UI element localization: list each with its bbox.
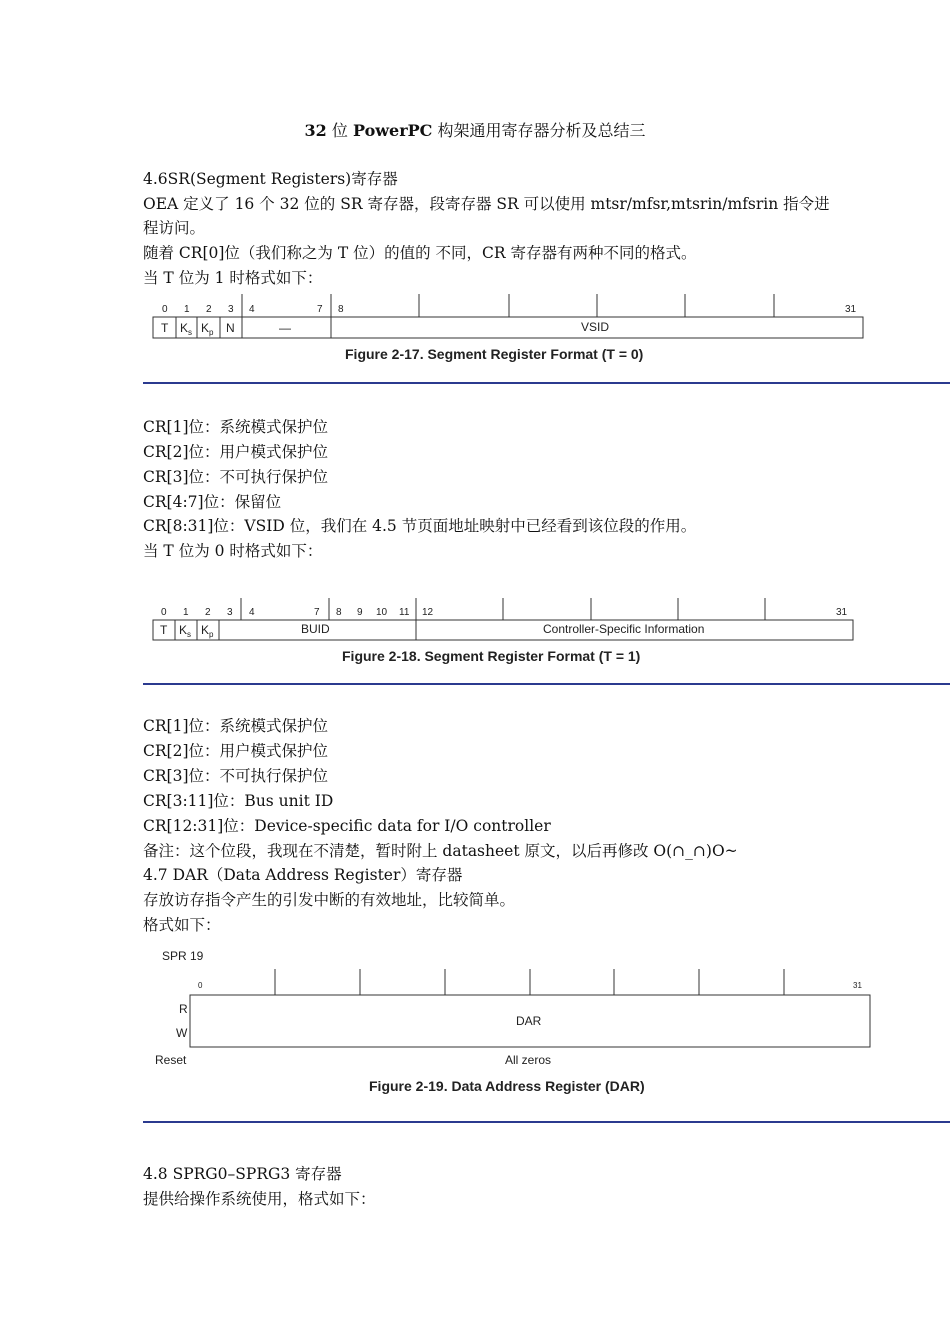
field-n: N (226, 321, 235, 335)
paragraph-line: 当 T 位为 1 时格式如下： (143, 269, 323, 287)
bit-label: 9 (357, 607, 363, 618)
bit-label: 1 (184, 304, 190, 315)
field-dar: DAR (516, 1014, 542, 1028)
list-item: CR[8:31]位：VSID 位，我们在 4.5 节页面地址映射中已经看到该位段的作用。 (143, 517, 697, 535)
figure-2-18-register-diagram (145, 594, 865, 646)
read-access-label: R (179, 1002, 188, 1016)
paragraph-line: 格式如下： (143, 916, 221, 934)
divider (143, 382, 950, 384)
bit-label: 31 (853, 981, 862, 990)
divider (143, 683, 950, 685)
bit-label: 7 (314, 607, 320, 618)
write-access-label: W (176, 1026, 188, 1040)
section-4-6-heading: 4.6SR(Segment Registers)寄存器 (143, 170, 398, 188)
list-item: 备注：这个位段，我现在不清楚，暂时附上 datasheet 原文，以后再修改 O(∩_∩)O~ (143, 842, 738, 860)
field-ks: $K_s$ (180, 321, 193, 337)
bit-label: 4 (249, 607, 255, 618)
divider (143, 1121, 950, 1123)
field-buid: BUID (301, 622, 330, 636)
bit-label: 1 (183, 607, 189, 618)
list-item: CR[2]位：用户模式保护位 (143, 742, 328, 760)
bit-label: 10 (376, 607, 388, 618)
section-4-8-heading: 4.8 SPRG0–SPRG3 寄存器 (143, 1165, 342, 1183)
field-vsid: VSID (581, 320, 610, 334)
section-4-7-heading: 4.7 DAR（Data Address Register）寄存器 (143, 866, 463, 884)
figure-2-19-register-diagram (150, 945, 880, 1075)
field-ks: $K_s$ (179, 623, 192, 639)
figure-2-19-caption: Figure 2-19. Data Address Register (DAR) (369, 1078, 645, 1094)
page-title: 32 位 PowerPC 构架通用寄存器分析及总结三 (304, 121, 646, 140)
bit-label: 8 (336, 607, 342, 618)
bit-label: 11 (399, 607, 410, 618)
bit-label: 4 (249, 304, 255, 315)
list-item: 当 T 位为 0 时格式如下： (143, 542, 323, 560)
bit-label: 12 (422, 607, 434, 618)
field-kp: $K_p$ (201, 321, 214, 337)
bit-label: 31 (836, 607, 848, 618)
bit-label: 2 (205, 607, 211, 618)
paragraph-line: 程访问。 (143, 219, 206, 237)
figure-2-18-caption: Figure 2-18. Segment Register Format (T = 1) (342, 648, 641, 664)
paragraph-line: OEA 定义了 16 个 32 位的 SR 寄存器，段寄存器 SR 可以使用 mtsr/mfsr,mtsrin/mfsrin 指令进 (143, 195, 830, 213)
reset-label: Reset (155, 1053, 187, 1067)
list-item: CR[3]位：不可执行保护位 (143, 767, 328, 785)
bit-label: 0 (161, 607, 167, 618)
paragraph-line: 随着 CR[0]位（我们称之为 T 位）的值的 不同，CR 寄存器有两种不同的格式。 (143, 244, 697, 262)
bit-label: 2 (206, 304, 212, 315)
field-t: T (161, 321, 169, 335)
figure-2-17-register-diagram (145, 290, 875, 345)
list-item: CR[1]位：系统模式保护位 (143, 418, 328, 436)
bit-label: 0 (198, 981, 203, 990)
bit-label: 7 (317, 304, 323, 315)
list-item: CR[3:11]位：Bus unit ID (143, 792, 334, 810)
field-reserved: — (279, 321, 291, 335)
paragraph-line: 存放访存指令产生的引发中断的有效地址，比较简单。 (143, 891, 516, 909)
bit-label: 0 (162, 304, 168, 315)
field-kp: $K_p$ (201, 623, 214, 639)
list-item: CR[12:31]位：Device-specific data for I/O controller (143, 817, 551, 835)
list-item: CR[1]位：系统模式保护位 (143, 717, 328, 735)
bit-label: 3 (227, 607, 233, 618)
field-controller-info: Controller-Specific Information (543, 622, 705, 636)
bit-label: 8 (338, 304, 344, 315)
figure-2-17-caption: Figure 2-17. Segment Register Format (T = 0) (345, 346, 644, 362)
field-t: T (160, 623, 168, 637)
bit-label: 3 (228, 304, 234, 315)
list-item: CR[2]位：用户模式保护位 (143, 443, 328, 461)
list-item: CR[3]位：不可执行保护位 (143, 468, 328, 486)
paragraph-line: 提供给操作系统使用，格式如下： (143, 1190, 376, 1208)
reset-value: All zeros (505, 1053, 552, 1067)
list-item: CR[4:7]位：保留位 (143, 493, 282, 511)
spr-label: SPR 19 (162, 949, 204, 963)
bit-label: 31 (845, 304, 857, 315)
